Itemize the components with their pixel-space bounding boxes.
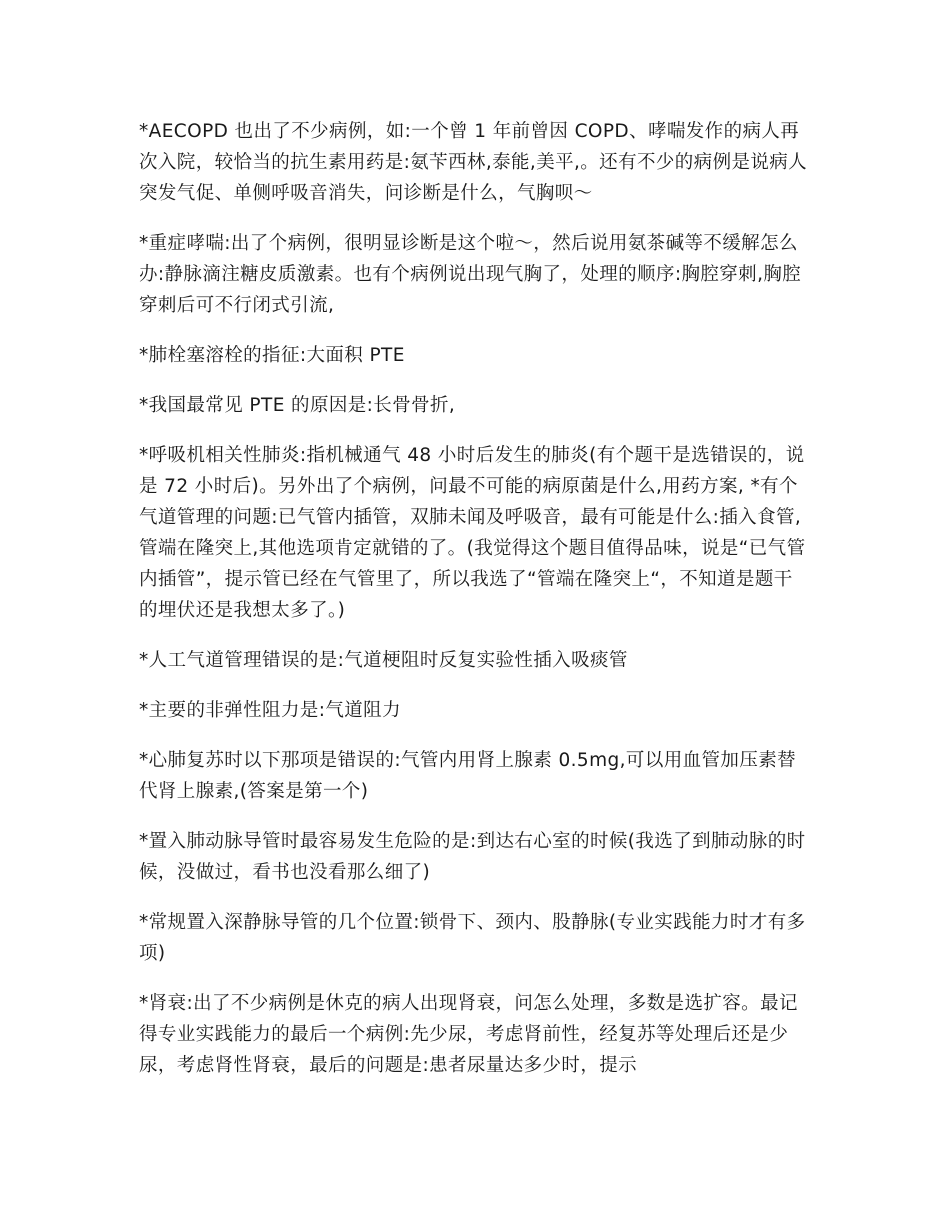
paragraph-cpr: *心肺复苏时以下那项是错误的:气管内用肾上腺素 0.5mg,可以用血管加压素替代肾上腺素,(答案是第一个) — [139, 750, 797, 802]
paragraph-deep-vein-catheter: *常规置入深静脉导管的几个位置:锁骨下、颈内、股静脉(专业实践能力时才有多项) — [139, 912, 806, 964]
paragraph-pte-cause: *我国最常见 PTE 的原因是:长骨骨折, — [139, 395, 456, 416]
paragraph-pulmonary-artery-catheter: *置入肺动脉导管时最容易发生危险的是:到达右心室的时候(我选了到肺动脉的时候，没做过，看书也没看那么细了) — [139, 831, 806, 883]
paragraph-renal-failure: *肾衰:出了不少病例是休克的病人出现肾衰，问怎么处理，多数是选扩容。最记得专业实践能力的最后一个病例:先少尿，考虑肾前性，经复苏等处理后还是少尿，考虑肾性肾衰，最后的问题是:患者尿量达多少时，提示 — [139, 993, 798, 1076]
paragraph-inelastic-resistance: *主要的非弹性阻力是:气道阻力 — [139, 700, 401, 721]
paragraph-severe-asthma: *重症哮喘:出了个病例，很明显诊断是这个啦～，然后说用氨茶碱等不缓解怎么办:静脉滴注糖皮质激素。也有个病例说出现气胸了，处理的顺序:胸腔穿刺,胸腔穿刺后可不行闭式引流, — [139, 233, 802, 316]
document-body — [139, 116, 811, 1100]
paragraph-airway-management: *人工气道管理错误的是:气道梗阻时反复实验性插入吸痰管 — [139, 650, 628, 671]
paragraph-aecopd: *AECOPD 也出了不少病例，如:一个曾 1 年前曾因 COPD、哮喘发作的病人再次入院，较恰当的抗生素用药是:氨苄西林,泰能,美平,。还有不少的病例是说病人突发气促、单侧呼吸音消失，问诊断是什么，气胸呗～ — [139, 121, 808, 204]
paragraph-vap: *呼吸机相关性肺炎:指机械通气 48 小时后发生的肺炎(有个题干是选错误的，说是 72 小时后)。另外出了个病例，问最不可能的病原菌是什么,用药方案, *有个气道管理的问题:已气管内插管，双肺未闻及呼吸音，最有可能是什么:插入食管,管端在隆突上,其他选项肯定就错的了。(我觉得这个题目值得品味，说是“已气管内插管”，提示管已经在气管里了，所以我选了“管端在隆突上“，不知道是题干的埋伏还是我想太多了。) — [139, 445, 806, 621]
paragraph-pte-thrombolysis: *肺栓塞溶栓的指征:大面积 PTE — [139, 345, 405, 366]
